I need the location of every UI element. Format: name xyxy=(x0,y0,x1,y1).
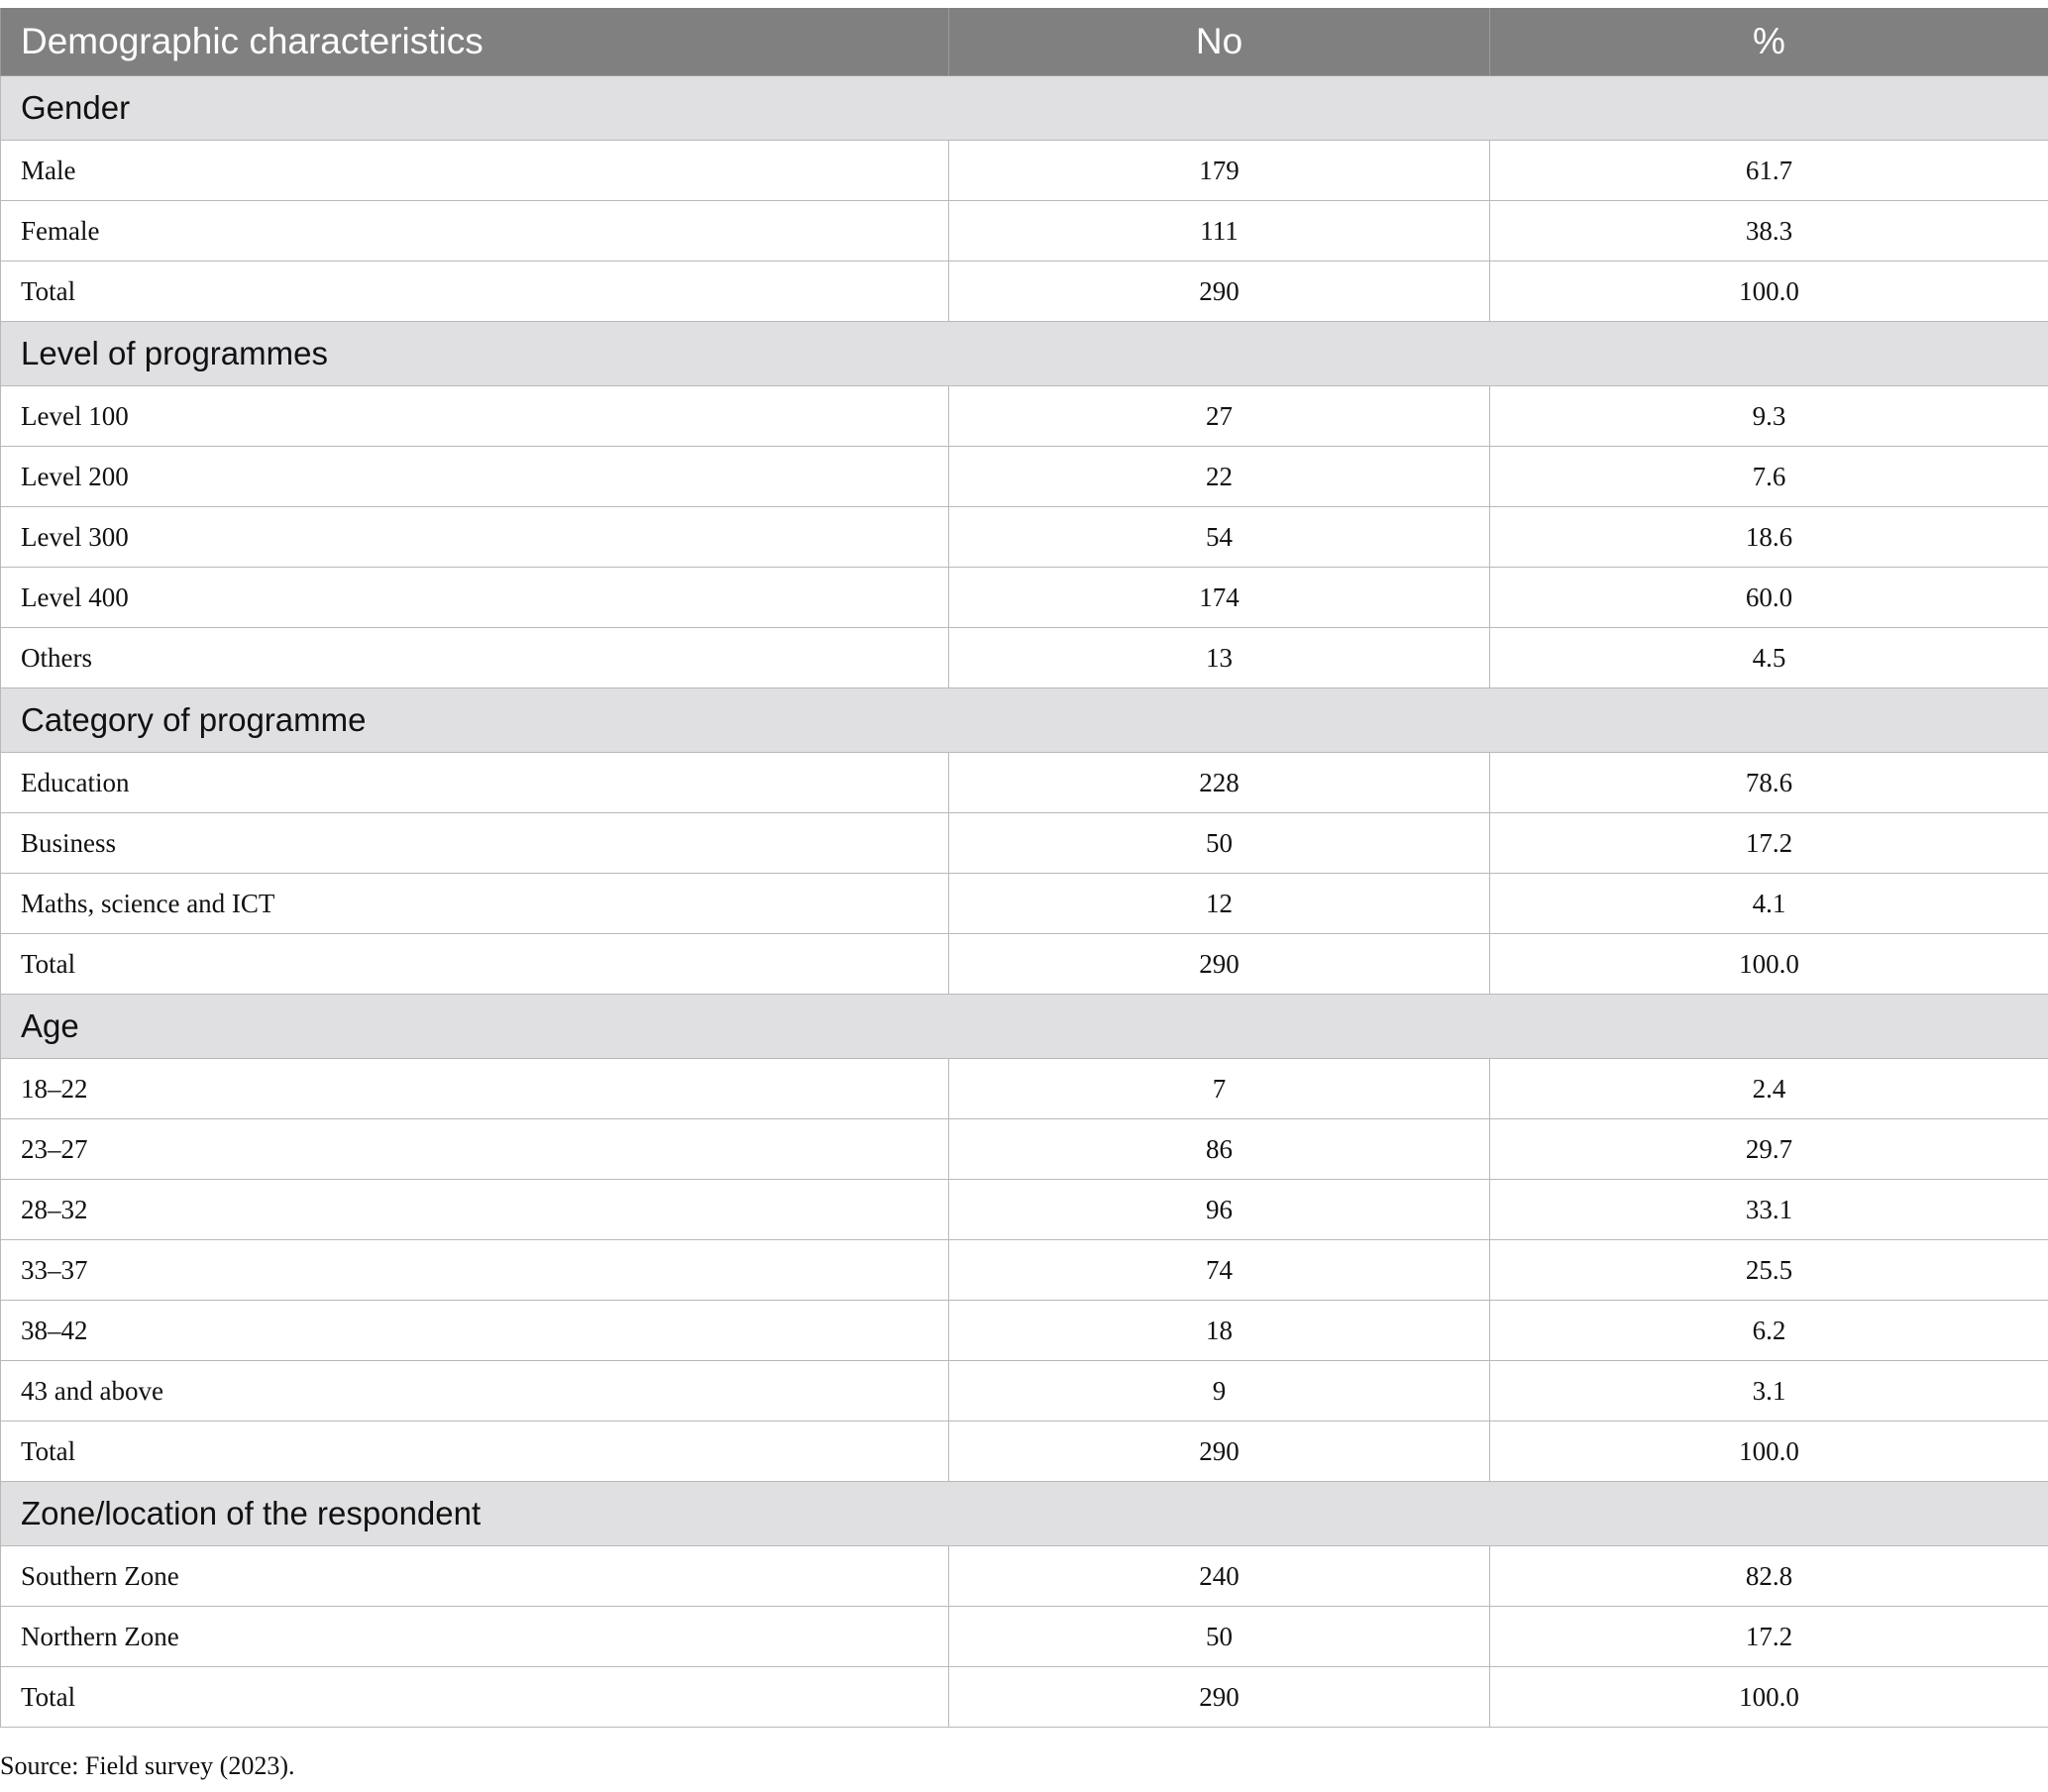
row-count: 22 xyxy=(949,447,1490,507)
table-row xyxy=(1,201,2048,262)
row-percent: 4.5 xyxy=(1490,628,2048,688)
table-row xyxy=(1,1119,2048,1180)
row-label: Female xyxy=(1,201,949,262)
row-label: Total xyxy=(1,1667,949,1728)
section-header-row xyxy=(1,995,2048,1059)
table-row xyxy=(1,1301,2048,1361)
section-header-row xyxy=(1,1482,2048,1546)
table-row xyxy=(1,1240,2048,1301)
row-label: 38–42 xyxy=(1,1301,949,1361)
row-count: 18 xyxy=(949,1301,1490,1361)
row-percent: 2.4 xyxy=(1490,1059,2048,1119)
section-title: Category of programme xyxy=(1,688,2048,753)
table-row xyxy=(1,507,2048,568)
row-label: Level 100 xyxy=(1,386,949,447)
row-label: 43 and above xyxy=(1,1361,949,1422)
row-label: 28–32 xyxy=(1,1180,949,1240)
row-percent: 25.5 xyxy=(1490,1240,2048,1301)
row-count: 27 xyxy=(949,386,1490,447)
row-count: 13 xyxy=(949,628,1490,688)
section-header-row xyxy=(1,322,2048,386)
table-row xyxy=(1,1546,2048,1607)
section-title: Gender xyxy=(1,76,2048,141)
row-count: 111 xyxy=(949,201,1490,262)
row-count: 50 xyxy=(949,1607,1490,1667)
header-characteristics: Demographic characteristics xyxy=(1,8,949,76)
row-label: 18–22 xyxy=(1,1059,949,1119)
row-percent: 100.0 xyxy=(1490,262,2048,322)
row-label: Male xyxy=(1,141,949,201)
header-percent: % xyxy=(1490,8,2048,76)
row-percent: 6.2 xyxy=(1490,1301,2048,1361)
row-percent: 17.2 xyxy=(1490,813,2048,874)
row-percent: 82.8 xyxy=(1490,1546,2048,1607)
table-row xyxy=(1,1667,2048,1728)
table-row xyxy=(1,813,2048,874)
row-label: 23–27 xyxy=(1,1119,949,1180)
row-percent: 29.7 xyxy=(1490,1119,2048,1180)
row-label: Northern Zone xyxy=(1,1607,949,1667)
table-header-row xyxy=(1,8,2048,76)
row-percent: 33.1 xyxy=(1490,1180,2048,1240)
row-percent: 78.6 xyxy=(1490,753,2048,813)
table-row xyxy=(1,1059,2048,1119)
row-label: Others xyxy=(1,628,949,688)
row-label: Business xyxy=(1,813,949,874)
row-label: Maths, science and ICT xyxy=(1,874,949,934)
row-percent: 3.1 xyxy=(1490,1361,2048,1422)
row-count: 290 xyxy=(949,1422,1490,1482)
section-header-row xyxy=(1,76,2048,141)
row-percent: 100.0 xyxy=(1490,1422,2048,1482)
row-label: Total xyxy=(1,262,949,322)
row-label: Total xyxy=(1,1422,949,1482)
table-row xyxy=(1,1607,2048,1667)
row-count: 74 xyxy=(949,1240,1490,1301)
table-row xyxy=(1,447,2048,507)
section-header-row xyxy=(1,688,2048,753)
row-percent: 61.7 xyxy=(1490,141,2048,201)
row-label: Education xyxy=(1,753,949,813)
row-count: 240 xyxy=(949,1546,1490,1607)
row-label: Total xyxy=(1,934,949,995)
table-row xyxy=(1,1422,2048,1482)
row-count: 9 xyxy=(949,1361,1490,1422)
row-count: 290 xyxy=(949,934,1490,995)
table-body xyxy=(1,76,2048,1728)
source-footnote: Source: Field survey (2023). xyxy=(0,1751,295,1780)
row-count: 96 xyxy=(949,1180,1490,1240)
demographics-table-container xyxy=(0,8,2048,1728)
row-percent: 4.1 xyxy=(1490,874,2048,934)
row-label: Level 300 xyxy=(1,507,949,568)
row-label: Level 200 xyxy=(1,447,949,507)
row-percent: 100.0 xyxy=(1490,1667,2048,1728)
table-row xyxy=(1,753,2048,813)
demographics-table xyxy=(0,8,2048,1728)
table-row xyxy=(1,262,2048,322)
section-title: Age xyxy=(1,995,2048,1059)
row-percent: 7.6 xyxy=(1490,447,2048,507)
row-percent: 100.0 xyxy=(1490,934,2048,995)
row-label: 33–37 xyxy=(1,1240,949,1301)
row-count: 12 xyxy=(949,874,1490,934)
row-count: 290 xyxy=(949,1667,1490,1728)
row-count: 54 xyxy=(949,507,1490,568)
table-row xyxy=(1,568,2048,628)
table-row xyxy=(1,934,2048,995)
row-count: 86 xyxy=(949,1119,1490,1180)
section-title: Level of programmes xyxy=(1,322,2048,386)
table-row xyxy=(1,386,2048,447)
row-count: 179 xyxy=(949,141,1490,201)
table-row xyxy=(1,141,2048,201)
table-row xyxy=(1,1361,2048,1422)
row-percent: 60.0 xyxy=(1490,568,2048,628)
row-count: 174 xyxy=(949,568,1490,628)
row-count: 7 xyxy=(949,1059,1490,1119)
row-label: Level 400 xyxy=(1,568,949,628)
table-row xyxy=(1,874,2048,934)
row-count: 228 xyxy=(949,753,1490,813)
table-row xyxy=(1,1180,2048,1240)
section-title: Zone/location of the respondent xyxy=(1,1482,2048,1546)
row-count: 290 xyxy=(949,262,1490,322)
row-count: 50 xyxy=(949,813,1490,874)
row-percent: 17.2 xyxy=(1490,1607,2048,1667)
table-row xyxy=(1,628,2048,688)
row-label: Southern Zone xyxy=(1,1546,949,1607)
header-no: No xyxy=(949,8,1490,76)
row-percent: 9.3 xyxy=(1490,386,2048,447)
row-percent: 38.3 xyxy=(1490,201,2048,262)
row-percent: 18.6 xyxy=(1490,507,2048,568)
